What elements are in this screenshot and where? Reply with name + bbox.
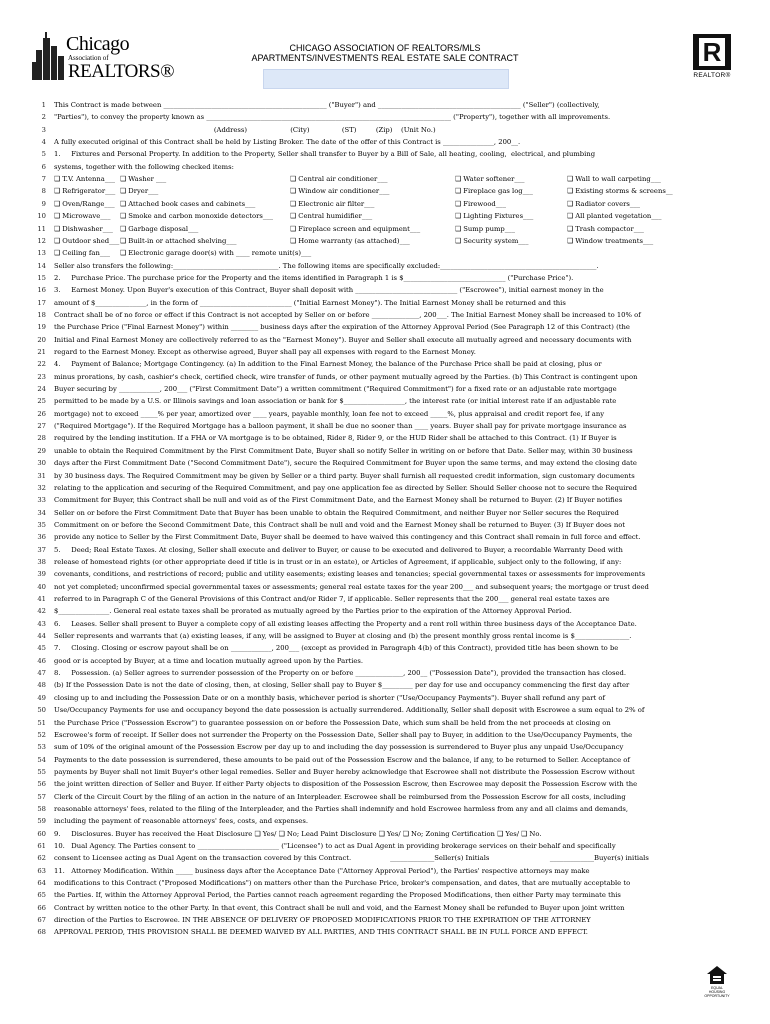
line-text: reasonable attorneys' fees, related to the filing of the Interpleader, and the Parties shall indemnify and hold Escrowee harmless from any and all claims and demands, bbox=[54, 804, 629, 813]
line-text: 1. Fixtures and Personal Property. In addition to the Property, Seller shall transfer to Buyer by a Bill of Sale, all heating, cooling, electrical, and plumbing bbox=[54, 150, 596, 159]
line-number: 58 bbox=[37, 804, 46, 813]
line-number: 65 bbox=[37, 891, 46, 900]
line-number: 50 bbox=[37, 706, 46, 715]
logo-realtors-text: REALTORS® bbox=[68, 61, 175, 82]
contract-line bbox=[0, 556, 770, 568]
line-text: 11. Attorney Modification. Within _____ business days after the Acceptance Date ("Attorney Approval Period"), the Parties' respective attorneys may make bbox=[54, 866, 590, 875]
contract-line bbox=[0, 148, 770, 160]
line-number: 60 bbox=[37, 829, 46, 838]
contract-line bbox=[0, 605, 770, 617]
contract-line bbox=[0, 828, 770, 840]
line-number: 9 bbox=[41, 199, 46, 208]
fixture-checkbox-item[interactable]: ❑ Radiator covers___ bbox=[567, 199, 641, 208]
line-text: the Purchase Price ("Possession Escrow") to guarantee possession on or before the Possession Date, which sum shall be held from the net proceeds at closing on bbox=[54, 718, 611, 727]
contract-line bbox=[0, 161, 770, 173]
contract-line bbox=[0, 729, 770, 741]
line-number: 67 bbox=[37, 916, 46, 925]
line-text: the Parties. If, within the Attorney Approval Period, the Parties cannot reach agreement regarding the Proposed Modifications, then either Party may terminate this bbox=[54, 891, 621, 900]
line-number: 38 bbox=[37, 557, 46, 566]
line-number: 29 bbox=[37, 446, 46, 455]
line-text: Payments to the date possession is surrendered, these amounts to be paid out of the Possession Escrow and the balance, if any, to be returned to Seller. Acceptance of bbox=[54, 755, 630, 764]
line-number: 11 bbox=[37, 224, 46, 233]
fixture-checkbox-item[interactable]: ❑ Sump pump___ bbox=[455, 224, 515, 233]
contract-line bbox=[0, 334, 770, 346]
line-number: 15 bbox=[37, 273, 46, 282]
contract-line bbox=[0, 642, 770, 654]
line-text: Seller also transfers the following:_______________________________. The following items are specifically excluded:______________________________________________. bbox=[54, 261, 599, 270]
fixture-checkbox-item[interactable]: ❑ Central air conditioner___ bbox=[290, 175, 388, 184]
line-text: minus prorations, by cash, cashier's check, certified check, wire transfer of funds, or other payment mutually agreed by the Parties. (b) This Contract is contingent upon bbox=[54, 372, 638, 381]
contract-line bbox=[0, 803, 770, 815]
line-text: (Address) (City) (ST) (Zip) (Unit No.) bbox=[54, 125, 436, 134]
line-text: Escrowee's form of receipt. If Seller does not surrender the Property on the Possession Date, Seller shall pay to Buyer, in addition to the Use/Occupancy Payments, the bbox=[54, 730, 633, 739]
fixture-checkbox-item[interactable]: ❑ All planted vegetation___ bbox=[567, 212, 662, 221]
line-number: 7 bbox=[41, 175, 46, 184]
line-number: 68 bbox=[37, 928, 46, 937]
line-number: 41 bbox=[37, 595, 46, 603]
fixture-checkbox-item[interactable]: ❑ Existing storms & screens__ bbox=[567, 187, 673, 196]
contract-line bbox=[0, 470, 770, 482]
line-text: permitted to be made by a U.S. or Illinois savings and loan association or bank for $__________________, the interest rate (or initial interest rate if an adjustable rate bbox=[54, 397, 617, 406]
contract-line bbox=[0, 260, 770, 272]
logo-chicago-text: Chicago bbox=[66, 33, 130, 55]
contract-line bbox=[0, 235, 770, 247]
line-text: including the payment of reasonable attorneys' fees, costs, and expenses. bbox=[54, 817, 309, 826]
contract-line bbox=[0, 445, 770, 457]
fixture-checkbox-item[interactable]: ❑ Microwave___ bbox=[54, 212, 111, 221]
contract-line bbox=[0, 902, 770, 914]
contract-line bbox=[0, 507, 770, 519]
fixture-checkbox-item[interactable]: ❑ Fireplace gas log___ bbox=[455, 187, 533, 196]
contract-line bbox=[0, 655, 770, 667]
contract-line bbox=[0, 383, 770, 395]
fixture-checkbox-item[interactable]: ❑ Washer ___ bbox=[120, 175, 167, 184]
line-number: 17 bbox=[37, 298, 46, 307]
contract-line bbox=[0, 717, 770, 729]
line-number: 33 bbox=[37, 496, 46, 505]
line-text: Initial and Final Earnest Money are collectively referred to as the "Earnest Money"). Buyer and Seller shall execute all mutually agreed and necessary documents with bbox=[54, 335, 632, 344]
equal-housing-icon bbox=[706, 966, 728, 996]
fixture-checkbox-item[interactable]: ❑ Security system___ bbox=[455, 236, 529, 245]
realtor-r-letter: R bbox=[699, 38, 725, 66]
line-number: 26 bbox=[37, 409, 46, 418]
line-number: 51 bbox=[37, 718, 46, 727]
line-number: 63 bbox=[37, 866, 46, 875]
document-title-line2: APARTMENTS/INVESTMENTS REAL ESTATE SALE CONTRACT bbox=[251, 53, 519, 63]
document-title-line1: CHICAGO ASSOCIATION OF REALTORS/MLS bbox=[289, 43, 481, 53]
line-number: 34 bbox=[37, 508, 46, 517]
fixture-checkbox-item[interactable]: ❑ Garbage disposal___ bbox=[120, 224, 199, 233]
line-text: (b) If the Possession Date is not the date of closing, then, at closing, Seller shall pay to Buyer $_________ per day for use and occupancy commencing the first day after bbox=[54, 681, 630, 690]
line-number: 28 bbox=[37, 434, 46, 443]
line-text: referred to in Paragraph C of the General Provisions of this Contract and/or Rider 7, if applicable. Seller represents that the 200___ general real estate taxes are bbox=[54, 595, 610, 603]
contract-line bbox=[0, 371, 770, 383]
contract-line bbox=[0, 865, 770, 877]
line-text: direction of the Parties to Escrowee. IN THE ABSENCE OF DELIVERY OF PROPOSED MODIFICATIONS PRIOR TO THE EXPIRATION OF THE ATTORNEY bbox=[54, 916, 591, 925]
line-number: 64 bbox=[37, 879, 46, 888]
contract-line bbox=[0, 618, 770, 630]
line-text: required by the lending institution. If a FHA or VA mortgage is to be obtained, Rider 8, Rider 9, or the HUD Rider shall be attached to this Contract. (1) If Buyer is bbox=[54, 434, 617, 443]
contract-line bbox=[0, 124, 770, 136]
fixture-checkbox-item[interactable]: ❑ Wall to wall carpeting___ bbox=[567, 175, 661, 184]
line-number: 57 bbox=[37, 792, 46, 801]
line-number: 39 bbox=[37, 570, 46, 579]
contract-line bbox=[0, 210, 770, 222]
fixture-checkbox-item[interactable]: ❑ Smoke and carbon monoxide detectors___ bbox=[120, 212, 274, 221]
contract-line bbox=[0, 247, 770, 259]
line-number: 13 bbox=[37, 249, 46, 258]
contract-line bbox=[0, 852, 770, 864]
contract-line bbox=[0, 395, 770, 407]
line-text: 8. Possession. (a) Seller agrees to surrender possession of the Property on or before ______________, 200__ ("Possession Date"), provided the transaction has closed. bbox=[54, 669, 627, 678]
line-number: 56 bbox=[37, 780, 46, 789]
line-text: $_______________. General real estate taxes shall be prorated as mutually agreed by the Parties prior to the expiration of the Attorney Approval Period. bbox=[54, 607, 572, 616]
line-text: APPROVAL PERIOD, THIS PROVISION SHALL BE DEEMED WAIVED BY ALL PARTIES, AND THIS CONTRACT SHALL BE IN FULL FORCE AND EFFECT. bbox=[54, 928, 588, 937]
line-number: 14 bbox=[37, 261, 46, 270]
line-text: This Contract is made between ________________________________________________ ("Buyer") and __________________________________________ ("Seller") (collectively, bbox=[54, 101, 600, 109]
fixture-checkbox-item[interactable]: ❑ Central humidifier___ bbox=[290, 212, 373, 221]
contract-line bbox=[0, 766, 770, 778]
contract-line bbox=[0, 840, 770, 852]
contract-line bbox=[0, 346, 770, 358]
fixture-checkbox-item[interactable]: ❑ Electronic air filter___ bbox=[290, 199, 375, 208]
line-text: 4. Payment of Balance; Mortgage Contingency. (a) In addition to the Final Earnest Money, the balance of the Purchase Price shall be paid at closing, plus or bbox=[54, 360, 602, 369]
contract-line bbox=[0, 914, 770, 926]
line-number: 61 bbox=[37, 842, 46, 850]
logo-association-text: Association of bbox=[68, 54, 109, 62]
line-number: 31 bbox=[37, 471, 46, 480]
line-number: 22 bbox=[37, 360, 46, 369]
line-number: 3 bbox=[41, 125, 46, 134]
contract-line bbox=[0, 494, 770, 506]
line-number: 25 bbox=[37, 397, 46, 406]
line-number: 52 bbox=[37, 730, 46, 739]
contract-line bbox=[0, 420, 770, 432]
line-number: 40 bbox=[37, 582, 46, 591]
contract-line bbox=[0, 667, 770, 679]
contract-line bbox=[0, 457, 770, 469]
contract-line bbox=[0, 185, 770, 197]
line-number: 8 bbox=[41, 187, 46, 196]
fixture-checkbox-item[interactable]: ❑ T.V. Antenna___ bbox=[54, 175, 116, 184]
line-text: Buyer securing by ____________, 200___ ("First Commitment Date") a written commitment ("Required Commitment") for a fixed rate or an adjustable rate mortgage bbox=[54, 385, 617, 394]
line-number: 46 bbox=[37, 656, 46, 665]
fixture-checkbox-item[interactable]: ❑ Outdoor shed___ bbox=[54, 236, 120, 245]
contract-line bbox=[0, 778, 770, 790]
line-number: 20 bbox=[37, 335, 46, 344]
line-text: A fully executed original of this Contract shall be held by Listing Broker. The date of the offer of this Contract is _______________, 200__. bbox=[54, 138, 521, 147]
line-number: 27 bbox=[37, 422, 46, 431]
line-number: 2 bbox=[41, 113, 46, 122]
line-text: the Purchase Price ("Final Earnest Money") within ________ business days after the expiration of the Attorney Approval Period (See Paragraph 12 of this Contract) (the bbox=[54, 323, 630, 332]
line-text: ("Required Mortgage"). If the Required Mortgage has a balloon payment, it shall be due no sooner than ____ years. Buyer shall pay for private mortgage insurance as bbox=[54, 422, 627, 431]
contract-line bbox=[0, 568, 770, 580]
contract-line bbox=[0, 531, 770, 543]
contract-line bbox=[0, 198, 770, 210]
line-number: 66 bbox=[37, 903, 46, 912]
fixture-checkbox-item[interactable]: ❑ Window treatments___ bbox=[567, 236, 654, 245]
line-text: Seller on or before the First Commitment Date that Buyer has been unable to obtain the Required Commitment, and neither Buyer nor Seller secures the Required bbox=[54, 508, 619, 517]
line-number: 18 bbox=[37, 310, 46, 319]
contract-line bbox=[0, 309, 770, 321]
line-text: provide any notice to Seller by the First Commitment Date, Buyer shall be deemed to have waived this contingency and this Contract shall remain in full force and effect. bbox=[54, 533, 641, 542]
contract-line bbox=[0, 408, 770, 420]
contract-line bbox=[0, 581, 770, 593]
line-text: relating to the application and securing of the Required Commitment, and pay one application fee as directed by Seller. Should Seller choose not to secure the Required bbox=[54, 483, 638, 492]
contract-line bbox=[0, 284, 770, 296]
line-number: 45 bbox=[37, 644, 46, 653]
fixture-checkbox-item[interactable]: ❑ Refrigerator___ bbox=[54, 187, 116, 196]
contract-line bbox=[0, 482, 770, 494]
line-text: closing up to and including the Possession Date or on a monthly basis, whichever period is shorter ("Use/Occupancy Payments"). Buyer shall refund any part of bbox=[54, 693, 605, 702]
line-text: release of homestead rights (or other appropriate deed if title is in trust or in an estate), or Articles of Agreement, if applicable, subject only to the following, if any: bbox=[54, 557, 622, 566]
line-text: Contract by written notice to the other Party. In that event, this Contract shall be null and void, and the Earnest Money shall be refunded to Buyer upon joint written bbox=[54, 903, 625, 912]
contract-line bbox=[0, 926, 770, 938]
line-text: modifications to this Contract ("Proposed Modifications") on matters other than the Purchase Price, broker's compensation, and dates, that are mutually acceptable to bbox=[54, 879, 631, 888]
fixture-checkbox-item[interactable]: ❑ Dishwasher___ bbox=[54, 224, 113, 233]
contract-line bbox=[0, 223, 770, 235]
line-number: 21 bbox=[37, 348, 46, 356]
fixture-checkbox-item[interactable]: ❑ Home warranty (as attached)___ bbox=[290, 236, 410, 245]
line-text: 2. Purchase Price. The purchase price for the Property and the items identified in Paragraph 1 is $______________________________ ("Purchase Price"). bbox=[54, 273, 574, 282]
line-number: 59 bbox=[37, 817, 46, 826]
line-text: days after the First Commitment Date ("Second Commitment Date"), secure the Required Commitment for Buyer upon the same terms, and may extend the closing date bbox=[54, 459, 637, 468]
line-text: 6. Leases. Seller shall present to Buyer a complete copy of all existing leases affecting the Property and a rent roll within three business days of the Acceptance Date. bbox=[54, 619, 637, 628]
fixture-checkbox-item[interactable]: ❑ Water softener___ bbox=[455, 175, 525, 184]
realtor-r-block bbox=[693, 34, 731, 70]
fixture-checkbox-item[interactable]: ❑ Window air conditioner___ bbox=[290, 187, 390, 196]
line-number: 30 bbox=[37, 459, 46, 468]
document-header bbox=[0, 0, 770, 92]
contract-line bbox=[0, 358, 770, 370]
line-number: 55 bbox=[37, 767, 46, 776]
line-text: Commitment for Buyer, this Contract shall be null and void as of the First Commitment Date, and the Earnest Money shall be returned to Buyer. (2) If Buyer notifies bbox=[54, 496, 623, 505]
line-text: 5. Deed; Real Estate Taxes. At closing, Seller shall execute and deliver to Buyer, or cause to be executed and delivered to Buyer, a recordable Warranty Deed with bbox=[54, 545, 623, 554]
line-number: 35 bbox=[37, 520, 46, 529]
line-text: payments by Buyer shall not limit Buyer's other legal remedies. Seller and Buyer hereby acknowledge that Escrowee shall not distribute the Possession Escrow without bbox=[54, 767, 635, 776]
contract-line bbox=[0, 99, 770, 111]
line-text: unable to obtain the Required Commitment by the First Commitment Date, Buyer shall so notify Seller in writing on or before that Date. Seller may, within 30 business bbox=[54, 446, 633, 455]
line-number: 62 bbox=[37, 854, 46, 863]
contract-line bbox=[0, 704, 770, 716]
realtor-wordmark: REALTOR® bbox=[693, 72, 731, 79]
fixture-checkbox-item[interactable]: ❑ Electronic garage door(s) with ____ remote unit(s)___ bbox=[120, 249, 312, 258]
line-number: 42 bbox=[37, 607, 46, 616]
contract-line bbox=[0, 321, 770, 333]
line-text: not yet completed; unconfirmed special governmental taxes or assessments; general real estate taxes for the year 200___ and subsequent years; the mortgage or trust deed bbox=[54, 582, 649, 591]
line-number: 49 bbox=[37, 693, 46, 702]
line-text: Contract shall be of no force or effect if this Contract is not accepted by Seller on or before ______________, 200___. The Initial Earnest Money shall be increased to 10% of bbox=[54, 310, 641, 319]
contract-line bbox=[0, 173, 770, 185]
line-number: 10 bbox=[37, 212, 46, 221]
line-text: systems, together with the following checked items: bbox=[54, 162, 234, 171]
contract-line bbox=[0, 630, 770, 642]
line-number: 24 bbox=[37, 385, 46, 394]
line-number: 44 bbox=[37, 632, 46, 641]
line-text: Seller represents and warrants that (a) existing leases, if any, will be assigned to Buyer at closing and (b) the present monthly gross rental income is $________________. bbox=[54, 632, 632, 641]
line-number: 37 bbox=[37, 545, 46, 554]
fixture-checkbox-item[interactable]: ❑ Fireplace screen and equipment___ bbox=[290, 224, 421, 233]
line-text: the joint written direction of Seller and Buyer. If either Party objects to disposition of the Possession Escrow, then Escrowee may deposit the Possession Escrow with the bbox=[54, 780, 638, 789]
line-text: amount of $_______________, in the form of ___________________________ ("Initial Earnest Money"). The Initial Earnest Money shall be returned and this bbox=[54, 298, 566, 307]
contract-line bbox=[0, 692, 770, 704]
line-number: 54 bbox=[37, 755, 46, 764]
line-number: 43 bbox=[37, 619, 46, 628]
line-number: 48 bbox=[37, 681, 46, 690]
line-number: 12 bbox=[37, 236, 46, 245]
line-text: Commitment on or before the Second Commitment Date, this Contract shall be null and void and the Earnest Money shall be returned to Buyer. (3) If Buyer does not bbox=[54, 520, 626, 529]
line-number: 19 bbox=[37, 323, 46, 332]
fixture-checkbox-item[interactable]: ❑ Attached book cases and cabinets___ bbox=[120, 199, 256, 208]
contract-line bbox=[0, 877, 770, 889]
form-field-highlight[interactable] bbox=[263, 69, 509, 89]
contract-line bbox=[0, 111, 770, 123]
line-text: mortgage) not to exceed _____% per year, amortized over ____ years, payable monthly, loan fee not to exceed _____%, plus appraisal and credit report fee, if any bbox=[54, 409, 605, 418]
line-number: 16 bbox=[37, 286, 46, 295]
line-number: 4 bbox=[41, 138, 46, 147]
line-text: 9. Disclosures. Buyer has received the Heat Disclosure ❑ Yes/ ❑ No; Lead Paint Disclosure ❑ Yes/ ❑ No; Zoning Certification ❑ Yes/ ❑ No. bbox=[54, 829, 542, 838]
line-text: covenants, conditions, and restrictions of record; public and utility easements; existing leases and tenancies; special governmental taxes or assessments for improvements bbox=[54, 570, 646, 579]
contract-line bbox=[0, 741, 770, 753]
contract-line bbox=[0, 754, 770, 766]
fixture-checkbox-item[interactable]: ❑ Oven/Range___ bbox=[54, 199, 115, 208]
contract-line bbox=[0, 432, 770, 444]
line-number: 32 bbox=[37, 483, 46, 492]
fixture-checkbox-item[interactable]: ❑ Firewood___ bbox=[455, 199, 506, 208]
contract-line bbox=[0, 889, 770, 901]
contract-line bbox=[0, 593, 770, 605]
fixture-checkbox-item[interactable]: ❑ Lighting Fixtures___ bbox=[455, 212, 534, 221]
fixture-checkbox-item[interactable]: ❑ Ceiling fan___ bbox=[54, 249, 111, 258]
contract-line bbox=[0, 272, 770, 284]
line-text: regard to the Earnest Money. Except as otherwise agreed, Buyer shall pay all expenses with regard to the Earnest Money. bbox=[54, 348, 476, 356]
realtor-logo bbox=[690, 34, 734, 84]
line-text: 10. Dual Agency. The Parties consent to ________________________ ("Licensee") to act as Dual Agent in providing brokerage services on their behalf and specifically bbox=[54, 842, 616, 850]
line-number: 5 bbox=[41, 150, 46, 159]
contract-line bbox=[0, 136, 770, 148]
line-text: by 30 business days. The Required Commitment may be given by Seller or a third party. Buyer shall furnish all requested credit information, sign customary documents bbox=[54, 471, 635, 480]
line-number: 23 bbox=[37, 372, 46, 381]
equal-housing-caption: EQUAL HOUSING OPPORTUNITY bbox=[704, 986, 730, 998]
contract-line bbox=[0, 297, 770, 309]
line-number: 1 bbox=[41, 101, 46, 109]
line-number: 53 bbox=[37, 743, 46, 752]
fixture-checkbox-item[interactable]: ❑ Trash compactor___ bbox=[567, 224, 644, 233]
line-number: 36 bbox=[37, 533, 46, 542]
fixture-checkbox-item[interactable]: ❑ Built-in or attached shelving___ bbox=[120, 236, 237, 245]
contract-line bbox=[0, 544, 770, 556]
line-text: Clerk of the Circuit Court by the filing of an action in the nature of an Interpleader. Escrowee shall be reimbursed from the Possession Escrow for all costs, including bbox=[54, 792, 626, 801]
contract-line bbox=[0, 791, 770, 803]
contract-line bbox=[0, 679, 770, 691]
contract-line bbox=[0, 815, 770, 827]
contract-line bbox=[0, 519, 770, 531]
fixture-checkbox-item[interactable]: ❑ Dryer___ bbox=[120, 187, 159, 196]
line-text: 3. Earnest Money. Upon Buyer's execution of this Contract, Buyer shall deposit with ______________________________ ("Escrowee"), initial earnest money in the bbox=[54, 286, 604, 295]
line-text: consent to Licensee acting as Dual Agent on the transaction covered by this Contract. _____________Seller(s) Initials _____________Buyer(s) initials bbox=[54, 854, 649, 863]
line-number: 47 bbox=[37, 669, 46, 678]
line-text: sum of 10% of the original amount of the Possession Escrow per day up to and including the day possession is surrendered to Buyer plus any unpaid Use/Occupancy bbox=[54, 743, 624, 752]
line-text: good or is accepted by Buyer, at a time and location mutually agreed upon by the Parties. bbox=[54, 656, 364, 665]
line-text: "Parties"), to convey the property known as ________________________________________________________________________ ("Property"), together with all improvements. bbox=[54, 113, 611, 122]
line-text: 7. Closing. Closing or escrow payout shall be on ____________, 200___ (except as provided in Paragraph 4(b) of this Contract), provided title has been shown to be bbox=[54, 644, 619, 653]
line-number: 6 bbox=[41, 162, 46, 171]
line-text: Use/Occupancy Payments for use and occupancy beyond the date possession is actually surrendered. Additionally, Seller shall deposit with Escrowee a sum equal to 2% of bbox=[54, 706, 645, 715]
